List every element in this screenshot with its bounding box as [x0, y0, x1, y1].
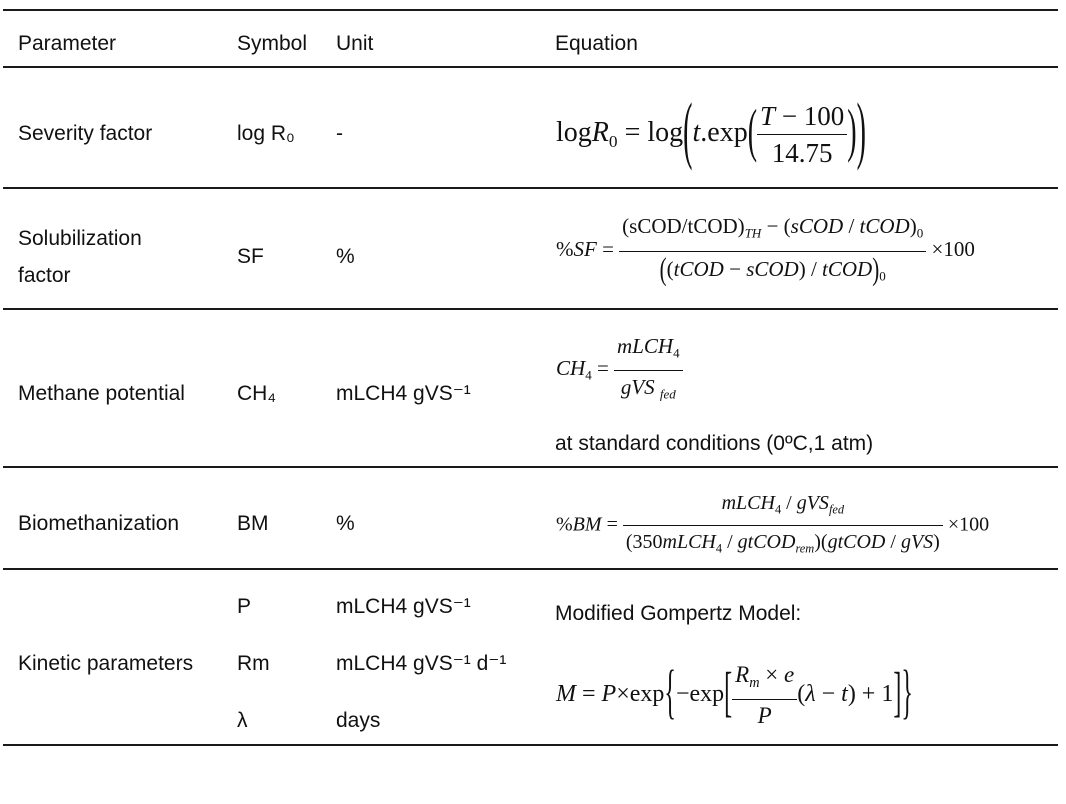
methane-equation: $CH_4$ = $\frac{mLCH_4}{gVS _{fed}}$: [556, 330, 683, 410]
parameter-name: Methane potential: [18, 382, 185, 405]
row-divider: [3, 187, 1058, 189]
symbol-cell: Rm: [237, 652, 270, 675]
table-top-rule: [3, 9, 1058, 11]
parameter-name: Solubilization: [18, 227, 142, 250]
parameter-name: Kinetic parameters: [18, 652, 194, 675]
unit-cell: mLCH4 gVS⁻¹ d⁻¹: [336, 652, 507, 675]
biomethanization-equation: %BM = $\frac{mLCH_4 / gVS_{fed}}{(350mLCH_4 / gtCOD_{rem})(gtCOD / gVS)}$ ×100: [556, 487, 989, 565]
parameter-name-cont: factor: [18, 264, 71, 287]
header-equation: Equation: [555, 32, 638, 55]
header-unit: Unit: [336, 32, 374, 55]
unit-cell: %: [336, 245, 355, 268]
gompertz-equation: M = P×exp{−exp[ $\frac{R_m \times e}{P}$ (λ − t) + 1]}: [556, 650, 913, 738]
symbol-cell: SF: [237, 245, 264, 268]
unit-cell: %: [336, 512, 355, 535]
standard-conditions-note: at standard conditions (0ºC,1 atm): [555, 432, 874, 455]
symbol-cell: BM: [237, 512, 269, 535]
row-divider: [3, 308, 1058, 310]
severity-equation: logR$_0$ = log(t.exp( $\frac{T - 100}{14.75}$ )): [556, 89, 866, 174]
unit-cell: mLCH4 gVS⁻¹: [336, 382, 471, 405]
model-label: Modified Gompertz Model:: [555, 602, 802, 625]
row-divider: [3, 568, 1058, 570]
row-divider: [3, 466, 1058, 468]
unit-cell: mLCH4 gVS⁻¹: [336, 595, 471, 618]
parameter-name: Severity factor: [18, 122, 153, 145]
symbol-cell: CH₄: [237, 382, 276, 405]
header-symbol: Symbol: [237, 32, 308, 55]
symbol-cell: log R₀: [237, 122, 295, 145]
header-parameter: Parameter: [18, 32, 117, 55]
header-bottom-rule: [3, 66, 1058, 68]
unit-cell: -: [336, 122, 343, 145]
solubilization-equation: %SF = $\frac{(sCOD/tCOD)_{TH} - (sCOD / tCOD)_0}{((tCOD - sCOD) / tCOD)_0}$ ×100: [556, 207, 975, 293]
parameter-name: Biomethanization: [18, 512, 180, 535]
symbol-cell: P: [237, 595, 252, 618]
unit-cell: days: [336, 709, 381, 732]
symbol-cell: λ: [237, 709, 248, 732]
